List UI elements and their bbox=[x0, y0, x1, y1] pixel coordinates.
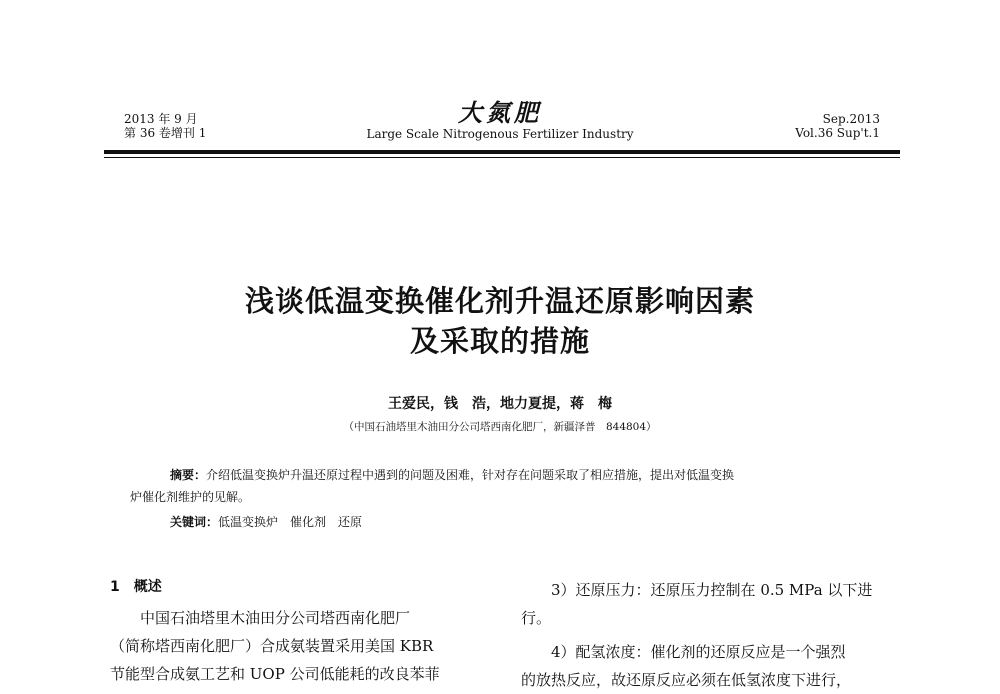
body-line: 节能型合成氨工艺和 UOP 公司低能耗的改良苯菲 bbox=[110, 665, 440, 683]
keywords bbox=[170, 513, 362, 530]
title-line-1: 浅谈低温变换催化剂升温还原影响因素 bbox=[244, 284, 755, 318]
keywords-label: 关键词： bbox=[170, 515, 219, 529]
affiliation: （中国石油塔里木油田分公司塔西南化肥厂，新疆泽普 844804） bbox=[343, 421, 657, 433]
journal-title-cn: 大氮肥 bbox=[458, 98, 542, 127]
article-title bbox=[0, 281, 1000, 361]
abstract-line-2: 炉催化剂维护的见解。 bbox=[130, 490, 251, 504]
volume-issue-en: Vol.36 Sup't.1 bbox=[795, 126, 880, 140]
abstract-text-1: 介绍低温变换炉升温还原过程中遇到的问题及困难，针对存在问题采取了相应措施，提出对低温变换 bbox=[206, 468, 735, 482]
body-line: 4）配氢浓度：催化剂的还原反应是一个强烈 bbox=[551, 643, 846, 661]
body-line: 行。 bbox=[521, 609, 552, 627]
abstract-line-1 bbox=[130, 464, 875, 486]
header-rule-thin bbox=[104, 157, 900, 158]
abstract-label: 摘要： bbox=[170, 468, 207, 482]
section-number: 1 bbox=[110, 579, 120, 595]
body-left-column bbox=[110, 576, 486, 688]
authors: 王爱民，钱 浩，地力夏提，蒋 梅 bbox=[388, 396, 612, 412]
header-rule-thick bbox=[104, 150, 900, 154]
issue-date: 2013 年 9 月 bbox=[124, 112, 198, 126]
keywords-text: 低温变换炉 催化剂 还原 bbox=[218, 515, 363, 529]
body-line: 的放热反应，故还原反应必须在低氢浓度下进行， bbox=[521, 671, 852, 689]
title-line-2: 及采取的措施 bbox=[409, 324, 590, 358]
journal-volume-en bbox=[795, 112, 880, 140]
volume-issue: 第 36 卷增刊 1 bbox=[124, 126, 207, 140]
section-heading bbox=[110, 576, 486, 598]
body-line: （简称塔西南化肥厂）合成氨装置采用美国 KBR bbox=[110, 637, 434, 655]
journal-title-en: Large Scale Nitrogenous Fertilizer Industry bbox=[366, 127, 634, 141]
body-right-column bbox=[521, 576, 905, 694]
abstract bbox=[130, 464, 875, 508]
issue-date-en: Sep.2013 bbox=[822, 112, 880, 126]
body-line: 3）还原压力：还原压力控制在 0.5 MPa 以下进 bbox=[551, 581, 873, 599]
section-title: 概述 bbox=[133, 579, 162, 595]
body-line: 中国石油塔里木油田分公司塔西南化肥厂 bbox=[140, 609, 411, 627]
